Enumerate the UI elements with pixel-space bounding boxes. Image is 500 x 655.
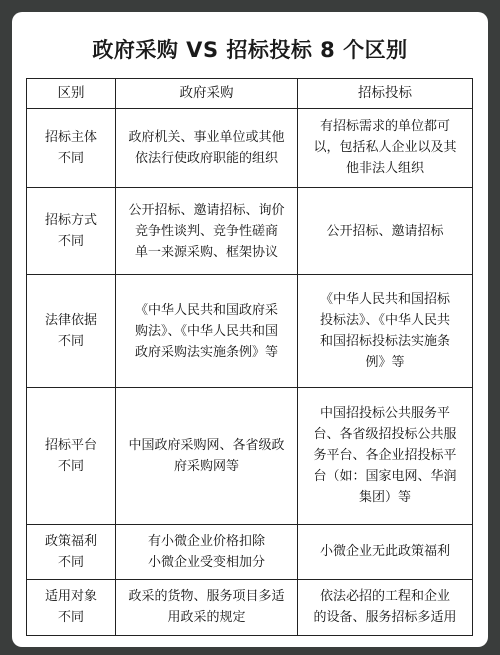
table-row xyxy=(27,524,473,579)
page-title: 政府采购 VS 招标投标 8 个区别 xyxy=(92,38,408,62)
table-header-row xyxy=(27,79,473,109)
cell-line: 不同 xyxy=(57,610,84,626)
cell-line: 法律依据 xyxy=(44,313,97,329)
cell-line: 公开招标、邀请招标 xyxy=(326,223,444,239)
cell-line: 购法》、《中华人民共和国 xyxy=(134,323,278,339)
cell-line: 小微企业受变相加分 xyxy=(147,554,265,570)
cell-line: 府采购网等 xyxy=(173,458,239,474)
cell-line: 适用对象 xyxy=(44,589,97,605)
aspect-cell xyxy=(27,187,116,275)
bidding-cell xyxy=(298,275,473,387)
government-procurement-cell xyxy=(116,275,298,387)
cell-line: 单一来源采购、框架协议 xyxy=(134,244,278,260)
comparison-table xyxy=(26,78,473,636)
cell-line: 务平台、各企业招投标平 xyxy=(313,448,457,464)
cell-line: 政府机关、事业单位或其他 xyxy=(128,129,285,145)
government-procurement-cell xyxy=(116,524,298,579)
header-government-procurement: 政府采购 xyxy=(116,79,298,109)
cell-line: 台、各省级招投标公共服 xyxy=(313,427,457,443)
cell-line: 以，包括私人企业以及其 xyxy=(313,140,457,156)
cell-line: 竞争性谈判、竞争性磋商 xyxy=(134,223,278,239)
aspect-cell xyxy=(27,524,116,579)
table-row xyxy=(27,275,473,387)
cell-line: 招标主体 xyxy=(44,129,97,145)
aspect-cell xyxy=(27,109,116,188)
government-procurement-cell xyxy=(116,109,298,188)
cell-line: 不同 xyxy=(57,334,84,350)
cell-line: 有小微企业价格扣除 xyxy=(147,533,265,549)
cell-line: 依法行使政府职能的组织 xyxy=(134,150,278,166)
bidding-cell xyxy=(298,387,473,524)
table-row xyxy=(27,579,473,635)
aspect-cell xyxy=(27,387,116,524)
aspect-cell xyxy=(27,579,116,635)
cell-line: 有招标需求的单位都可 xyxy=(319,119,450,135)
cell-line: 招标平台 xyxy=(44,437,97,453)
government-procurement-cell xyxy=(116,579,298,635)
cell-line: 公开招标、邀请招标、询价 xyxy=(128,202,285,218)
government-procurement-cell xyxy=(116,187,298,275)
cell-line: 不同 xyxy=(57,150,84,166)
cell-line: 中国政府采购网、各省级政 xyxy=(128,437,285,453)
bidding-cell xyxy=(298,187,473,275)
cell-line: 集团）等 xyxy=(358,490,411,506)
cell-line: 依法必招的工程和企业 xyxy=(319,589,450,605)
cell-line: 例》等 xyxy=(365,355,405,371)
cell-line: 招标方式 xyxy=(44,213,97,229)
infographic-card xyxy=(12,12,488,647)
table-row xyxy=(27,109,473,188)
cell-line: 和国招标投标法实施条 xyxy=(319,334,450,350)
bidding-cell xyxy=(298,524,473,579)
cell-line: 投标法》、《中华人民共 xyxy=(319,313,450,329)
bidding-cell xyxy=(298,579,473,635)
table-row xyxy=(27,187,473,275)
cell-line: 中国招投标公共服务平 xyxy=(319,406,450,422)
header-bidding: 招标投标 xyxy=(298,79,473,109)
cell-line: 不同 xyxy=(57,458,84,474)
table-row xyxy=(27,387,473,524)
cell-line: 政采的货物、服务项目多适 xyxy=(128,589,285,605)
cell-line: 用政采的规定 xyxy=(167,610,246,626)
bidding-cell xyxy=(298,109,473,188)
government-procurement-cell xyxy=(116,387,298,524)
cell-line: 《中华人民共和国招标 xyxy=(319,292,450,308)
cell-line: 不同 xyxy=(57,554,84,570)
cell-line: 他非法人组织 xyxy=(345,161,424,177)
cell-line: 小微企业无此政策福利 xyxy=(319,544,450,560)
cell-line: 的设备、服务招标多适用 xyxy=(313,610,457,626)
cell-line: 台（如：国家电网、华润 xyxy=(313,469,457,485)
header-aspect: 区别 xyxy=(27,79,116,109)
cell-line: 《中华人民共和国政府采 xyxy=(134,302,278,318)
cell-line: 不同 xyxy=(57,234,84,250)
cell-line: 政策福利 xyxy=(44,533,97,549)
cell-line: 政府采购法实施条例》等 xyxy=(134,344,278,360)
aspect-cell xyxy=(27,275,116,387)
